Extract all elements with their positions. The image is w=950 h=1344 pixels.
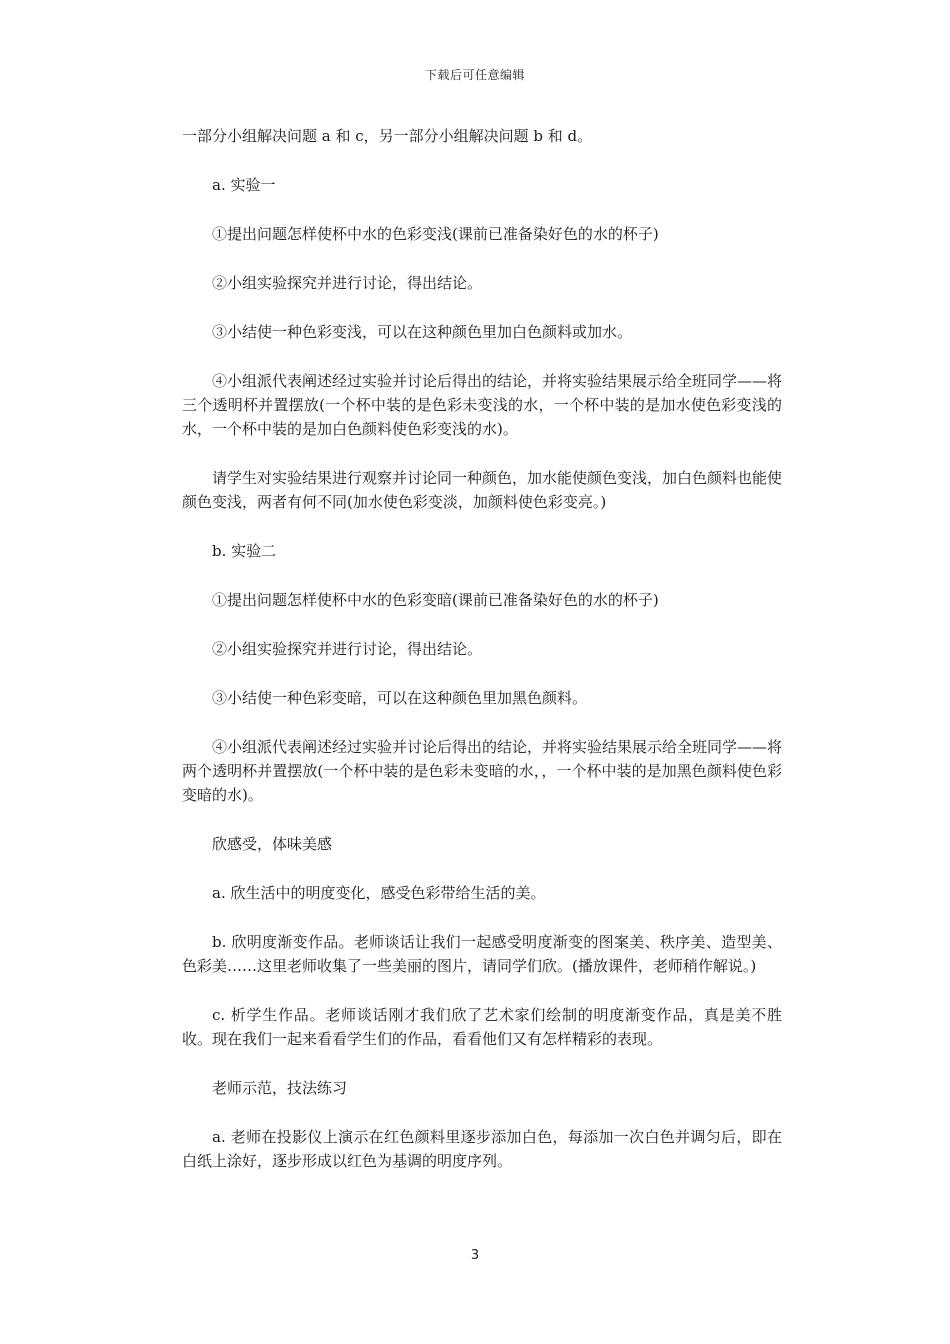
paragraph: ④小组派代表阐述经过实验并讨论后得出的结论，并将实验结果展示给全班同学——将两个透明杯并置摆放(一个杯中装的是色彩未变暗的水，，一个杯中装的是加黑色颜料使色彩变暗的水)。 — [182, 738, 783, 804]
paragraph: ③小结使一种色彩变浅，可以在这种颜色里加白色颜料或加水。 — [212, 323, 633, 341]
page-number: 3 — [470, 1248, 480, 1263]
section-heading: b. 实验二 — [212, 542, 277, 560]
paragraph: a. 欣生活中的明度变化，感受色彩带给生活的美。 — [212, 884, 546, 902]
page-header: 下载后可任意编辑 — [424, 68, 525, 82]
section-heading: 老师示范，技法练习 — [212, 1079, 348, 1097]
section-heading: 欣感受，体味美感 — [212, 835, 333, 853]
paragraph: b. 欣明度渐变作品。老师谈话让我们一起感受明度渐变的图案美、秩序美、造型美、色彩美……这里老师收集了一些美丽的图片，请同学们欣。(播放课件，老师稍作解说。) — [182, 933, 782, 975]
paragraph: ①提出问题怎样使杯中水的色彩变暗(课前已准备染好色的水的杯子) — [212, 591, 659, 609]
paragraph: ①提出问题怎样使杯中水的色彩变浅(课前已准备染好色的水的杯子) — [212, 225, 659, 243]
section-heading: a. 实验一 — [212, 176, 276, 194]
paragraph: c. 析学生作品。老师谈话刚才我们欣了艺术家们绘制的明度渐变作品，真是美不胜收。现在我们一起来看看学生们的作品，看看他们又有怎样精彩的表现。 — [182, 1006, 782, 1048]
paragraph: 请学生对实验结果进行观察并讨论同一种颜色，加水能使颜色变浅，加白色颜料也能使颜色变浅，两者有何不同(加水使色彩变淡，加颜料使色彩变亮。) — [182, 469, 783, 511]
paragraph: ④小组派代表阐述经过实验并讨论后得出的结论，并将实验结果展示给全班同学——将三个透明杯并置摆放(一个杯中装的是色彩未变浅的水，一个杯中装的是加水使色彩变浅的水，一个杯中装的是加白色颜料使色彩变浅的水)。 — [182, 372, 783, 438]
paragraph: a. 老师在投影仪上演示在红色颜料里逐步添加白色，每添加一次白色并调匀后，即在白纸上涂好，逐步形成以红色为基调的明度序列。 — [182, 1128, 782, 1170]
paragraph: 一部分小组解决问题 a 和 c，另一部分小组解决问题 b 和 d。 — [182, 127, 593, 145]
paragraph: ②小组实验探究并进行讨论，得出结论。 — [212, 274, 483, 292]
paragraph: ③小结使一种色彩变暗，可以在这种颜色里加黑色颜料。 — [212, 689, 588, 707]
document-body — [182, 124, 782, 1198]
paragraph: ②小组实验探究并进行讨论，得出结论。 — [212, 640, 483, 658]
